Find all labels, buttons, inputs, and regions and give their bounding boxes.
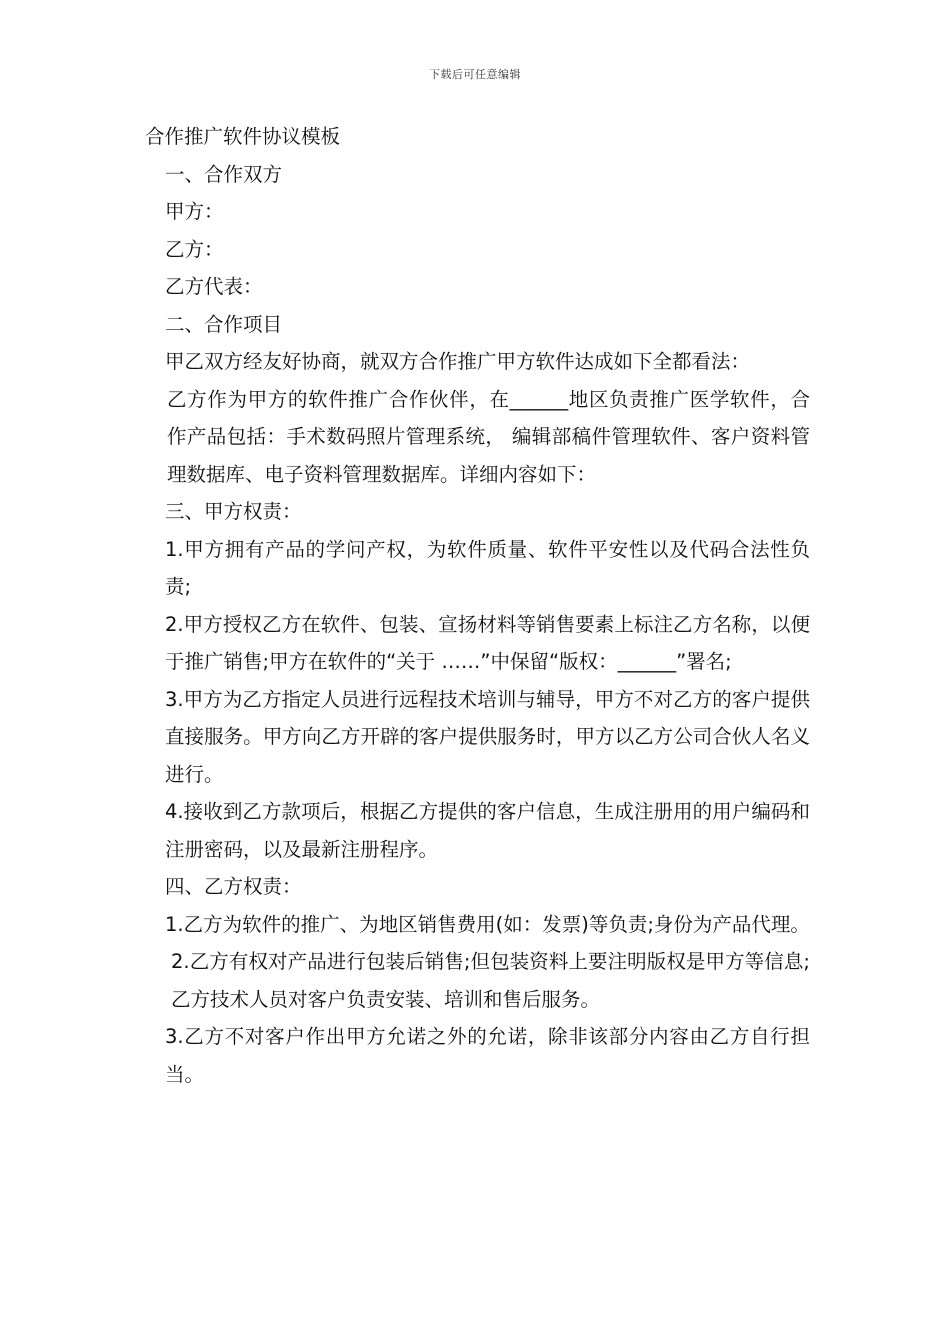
party-a-clause-1: 1.甲方拥有产品的学问产权，为软件质量、软件平安性以及代码合法性负责; [165, 537, 810, 598]
section-heading-party-b-rights: 四、乙方权责： [165, 875, 302, 898]
party-b-representative-line: 乙方代表： [165, 275, 263, 298]
party-a-line: 甲方： [165, 200, 224, 223]
paragraph-partner-scope: 乙方作为甲方的软件推广合作伙伴，在______地区负责推广医学软件，合作产品包括：手术数码照片管理系统， 编辑部稿件管理软件、客户资料管理数据库、电子资料管理数据库。详细内容如下： [167, 387, 810, 486]
party-a-clause-3: 3.甲方为乙方指定人员进行远程技术培训与辅导，甲方不对乙方的客户提供直接服务。甲方向乙方开辟的客户提供服务时，甲方以乙方公司合伙人名义进行。 [165, 687, 810, 786]
paragraph-agreement: 甲乙双方经友好协商，就双方合作推广甲方软件达成如下全都看法： [165, 350, 751, 373]
section-heading-parties: 一、合作双方 [165, 162, 283, 186]
document-body [145, 118, 810, 1093]
section-heading-party-a-rights: 三、甲方权责： [165, 500, 302, 523]
header-note: 下载后可任意编辑 [429, 68, 521, 81]
section-heading-project: 二、合作项目 [165, 312, 283, 336]
party-b-clause-2: 2.乙方有权对产品进行包装后销售;但包装资料上要注明版权是甲方等信息;乙方技术人员对客户负责安装、培训和售后服务。 [171, 950, 810, 1011]
party-a-clause-4: 4.接收到乙方款项后，根据乙方提供的客户信息，生成注册用的用户编码和注册密码，以及最新注册程序。 [165, 800, 810, 861]
party-b-clause-3: 3.乙方不对客户作出甲方允诺之外的允诺，除非该部分内容由乙方自行担当。 [165, 1025, 810, 1086]
party-b-clause-1: 1.乙方为软件的推广、为地区销售费用(如：发票)等负责;身份为产品代理。 [165, 912, 810, 936]
document-title: 合作推广软件协议模板 [145, 125, 341, 148]
party-a-clause-2: 2.甲方授权乙方在软件、包装、宣扬材料等销售要素上标注乙方名称，以便于推广销售;甲方在软件的“关于 ……”中保留“版权：______”署名; [165, 612, 810, 673]
party-b-line: 乙方： [165, 237, 224, 261]
